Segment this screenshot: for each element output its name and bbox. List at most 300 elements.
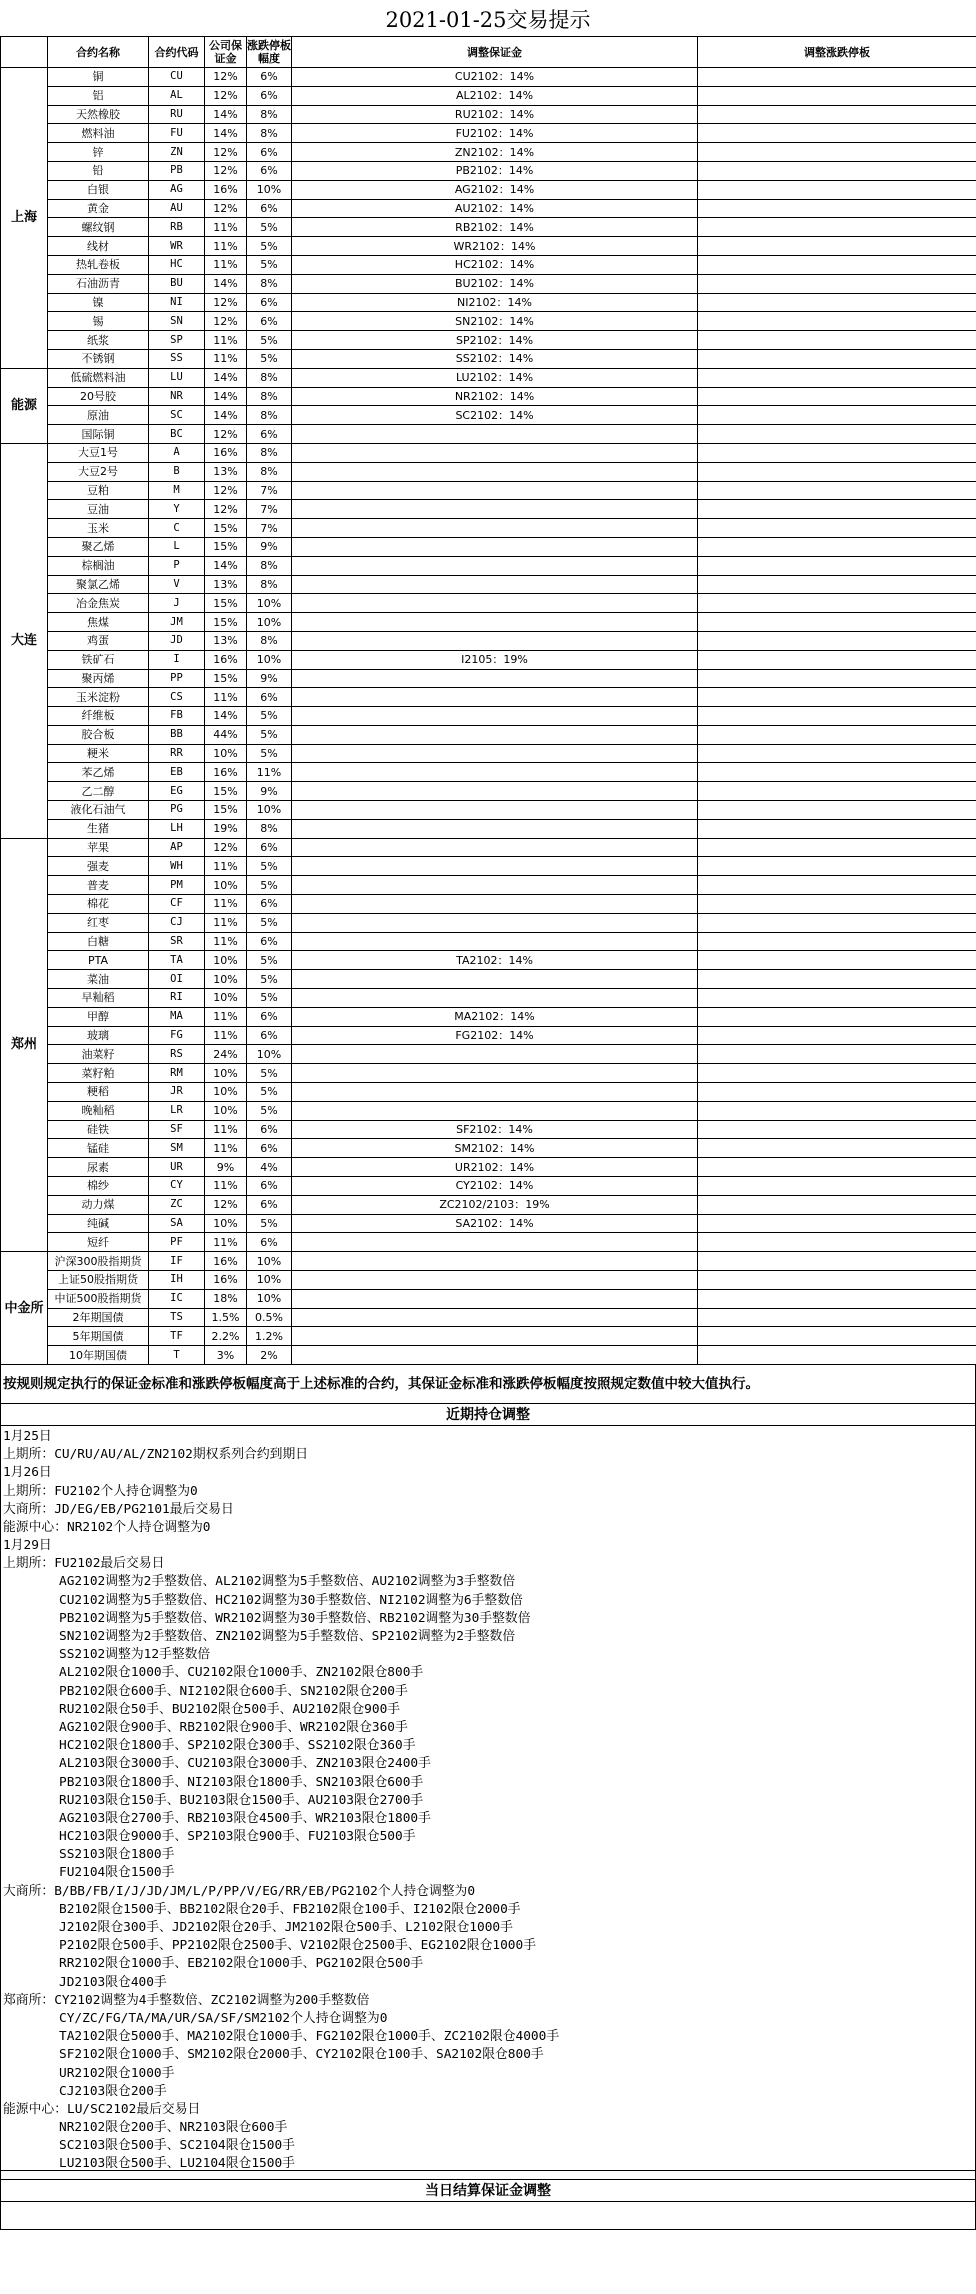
adjusted-margin-cell: UR2102：14%: [292, 1158, 698, 1177]
contract-code-cell: PB: [149, 161, 205, 180]
adjusted-margin-cell: [292, 1233, 698, 1252]
holding-line: P2102限仓500手、PP2102限仓2500手、V2102限仓2500手、EG2102限仓1000手: [59, 1938, 537, 1954]
rule-note: 按规则规定执行的保证金标准和涨跌停板幅度高于上述标准的合约，其保证金标准和涨跌停板幅度按照规定数值中较大值执行。: [0, 1365, 976, 1403]
adjusted-margin-cell: [292, 838, 698, 857]
adjusted-margin-cell: [292, 707, 698, 726]
contract-code-cell: RM: [149, 1064, 205, 1083]
adjusted-margin-cell: [292, 932, 698, 951]
table-row: [1, 331, 976, 350]
contract-code-cell: MA: [149, 1007, 205, 1026]
limit-range-cell: 5%: [247, 1064, 292, 1083]
adjusted-limit-cell: [698, 274, 976, 293]
adjusted-limit-cell: [698, 425, 976, 444]
limit-range-cell: 5%: [247, 725, 292, 744]
product-name-cell: 生猪: [48, 819, 149, 838]
adjusted-limit-cell: [698, 1177, 976, 1196]
adjusted-margin-cell: [292, 594, 698, 613]
adjusted-limit-cell: [698, 143, 976, 162]
adjusted-limit-cell: [698, 669, 976, 688]
table-row: [1, 744, 976, 763]
contract-code-cell: T: [149, 1346, 205, 1365]
adjusted-limit-cell: [698, 519, 976, 538]
company-margin-cell: 12%: [205, 481, 247, 500]
company-margin-cell: 10%: [205, 744, 247, 763]
company-margin-cell: 16%: [205, 1252, 247, 1271]
contract-code-cell: NR: [149, 387, 205, 406]
adjusted-margin-cell: RU2102：14%: [292, 105, 698, 124]
adjusted-margin-cell: SM2102：14%: [292, 1139, 698, 1158]
table-row: [1, 819, 976, 838]
adjusted-limit-cell: [698, 255, 976, 274]
table-row: [1, 237, 976, 256]
limit-range-cell: 6%: [247, 1233, 292, 1252]
company-margin-cell: 18%: [205, 1289, 247, 1308]
contract-code-cell: IC: [149, 1289, 205, 1308]
contract-code-cell: ZN: [149, 143, 205, 162]
adjusted-limit-cell: [698, 1289, 976, 1308]
company-margin-cell: 12%: [205, 425, 247, 444]
adjusted-limit-cell: [698, 500, 976, 519]
limit-range-cell: 5%: [247, 255, 292, 274]
limit-range-cell: 10%: [247, 650, 292, 669]
table-row: [1, 1026, 976, 1045]
table-row: [1, 1045, 976, 1064]
limit-range-cell: 2%: [247, 1346, 292, 1365]
limit-range-cell: 7%: [247, 519, 292, 538]
contract-code-cell: HC: [149, 255, 205, 274]
header-product: 合约名称: [48, 37, 149, 68]
company-margin-cell: 10%: [205, 989, 247, 1008]
product-name-cell: 白银: [48, 180, 149, 199]
contract-code-cell: PM: [149, 876, 205, 895]
adjusted-limit-cell: [698, 725, 976, 744]
table-row: [1, 105, 976, 124]
table-row: [1, 782, 976, 801]
adjusted-limit-cell: [698, 970, 976, 989]
contract-code-cell: RI: [149, 989, 205, 1008]
product-name-cell: 白糖: [48, 932, 149, 951]
holding-line: 大商所：B/BB/FB/I/J/JD/JM/L/P/PP/V/EG/RR/EB/PG2102个人持仓调整为0: [3, 1883, 476, 1899]
contract-code-cell: AG: [149, 180, 205, 199]
product-name-cell: 铅: [48, 161, 149, 180]
contract-code-cell: V: [149, 575, 205, 594]
holding-line: CU2102调整为5手整数倍、HC2102调整为30手整数倍、NI2102调整为6手整数倍: [59, 1592, 523, 1608]
contract-code-cell: CS: [149, 688, 205, 707]
table-row: [1, 932, 976, 951]
contract-code-cell: NI: [149, 293, 205, 312]
table-row: [1, 218, 976, 237]
table-row: [1, 1195, 976, 1214]
contract-code-cell: BU: [149, 274, 205, 293]
adjusted-margin-cell: [292, 725, 698, 744]
adjusted-limit-cell: [698, 744, 976, 763]
adjusted-margin-cell: SC2102：14%: [292, 406, 698, 425]
holding-line: B2102限仓1500手、BB2102限仓20手、FB2102限仓100手、I2102限仓2000手: [59, 1901, 521, 1917]
holding-line: RU2102限仓50手、BU2102限仓500手、AU2102限仓900手: [59, 1701, 401, 1717]
table-row: [1, 989, 976, 1008]
adjusted-limit-cell: [698, 462, 976, 481]
table-row: [1, 688, 976, 707]
exchange-cell: 上海: [1, 68, 48, 369]
contract-code-cell: TS: [149, 1308, 205, 1327]
adjusted-margin-cell: [292, 669, 698, 688]
adjusted-limit-cell: [698, 312, 976, 331]
limit-range-cell: 6%: [247, 1120, 292, 1139]
contract-code-cell: JM: [149, 613, 205, 632]
adjusted-limit-cell: [698, 594, 976, 613]
table-row: [1, 1064, 976, 1083]
company-margin-cell: 12%: [205, 1195, 247, 1214]
product-name-cell: 乙二醇: [48, 782, 149, 801]
adjusted-limit-cell: [698, 199, 976, 218]
holding-line: 郑商所：CY2102调整为4手整数倍、ZC2102调整为200手整数倍: [3, 1992, 370, 2008]
adjusted-limit-cell: [698, 707, 976, 726]
product-name-cell: 棉纱: [48, 1177, 149, 1196]
contract-code-cell: WR: [149, 237, 205, 256]
header-code: 合约代码: [149, 37, 205, 68]
product-name-cell: 冶金焦炭: [48, 594, 149, 613]
limit-range-cell: 5%: [247, 989, 292, 1008]
limit-range-cell: 5%: [247, 1214, 292, 1233]
product-name-cell: 锰硅: [48, 1139, 149, 1158]
adjusted-margin-cell: [292, 575, 698, 594]
product-name-cell: 动力煤: [48, 1195, 149, 1214]
holding-line: 1月29日: [3, 1538, 52, 1554]
adjusted-margin-cell: [292, 613, 698, 632]
company-margin-cell: 11%: [205, 1233, 247, 1252]
limit-range-cell: 4%: [247, 1158, 292, 1177]
adjusted-margin-cell: [292, 857, 698, 876]
table-row: [1, 970, 976, 989]
product-name-cell: 锡: [48, 312, 149, 331]
adjusted-limit-cell: [698, 631, 976, 650]
adjusted-margin-cell: AL2102：14%: [292, 86, 698, 105]
company-margin-cell: 10%: [205, 1101, 247, 1120]
adjusted-margin-cell: TA2102：14%: [292, 951, 698, 970]
holding-line: CY/ZC/FG/TA/MA/UR/SA/SF/SM2102个人持仓调整为0: [59, 2010, 388, 2026]
limit-range-cell: 5%: [247, 349, 292, 368]
table-row: [1, 857, 976, 876]
company-margin-cell: 11%: [205, 331, 247, 350]
company-margin-cell: 11%: [205, 349, 247, 368]
table-row: [1, 1158, 976, 1177]
product-name-cell: 原油: [48, 406, 149, 425]
limit-range-cell: 8%: [247, 124, 292, 143]
limit-range-cell: 8%: [247, 819, 292, 838]
product-name-cell: 上证50股指期货: [48, 1271, 149, 1290]
holding-line: 大商所：JD/EG/EB/PG2101最后交易日: [3, 1501, 234, 1517]
product-name-cell: 沪深300股指期货: [48, 1252, 149, 1271]
product-name-cell: 纤维板: [48, 707, 149, 726]
contract-code-cell: BB: [149, 725, 205, 744]
limit-range-cell: 8%: [247, 274, 292, 293]
product-name-cell: 5年期国债: [48, 1327, 149, 1346]
table-row: [1, 1346, 976, 1365]
limit-range-cell: 9%: [247, 537, 292, 556]
adjusted-margin-cell: ZN2102：14%: [292, 143, 698, 162]
limit-range-cell: 5%: [247, 744, 292, 763]
product-name-cell: 聚丙烯: [48, 669, 149, 688]
contract-code-cell: UR: [149, 1158, 205, 1177]
table-row: [1, 1252, 976, 1271]
adjusted-margin-cell: CY2102：14%: [292, 1177, 698, 1196]
adjusted-limit-cell: [698, 237, 976, 256]
contract-code-cell: LR: [149, 1101, 205, 1120]
contract-code-cell: PP: [149, 669, 205, 688]
contract-code-cell: SR: [149, 932, 205, 951]
adjusted-margin-cell: ZC2102/2103：19%: [292, 1195, 698, 1214]
company-margin-cell: 13%: [205, 462, 247, 481]
product-name-cell: 晚籼稻: [48, 1101, 149, 1120]
product-name-cell: 早籼稻: [48, 989, 149, 1008]
adjusted-margin-cell: SA2102：14%: [292, 1214, 698, 1233]
company-margin-cell: 12%: [205, 838, 247, 857]
product-name-cell: 不锈钢: [48, 349, 149, 368]
adjusted-margin-cell: [292, 782, 698, 801]
company-margin-cell: 12%: [205, 68, 247, 87]
company-margin-cell: 12%: [205, 86, 247, 105]
company-margin-cell: 14%: [205, 274, 247, 293]
limit-range-cell: 11%: [247, 763, 292, 782]
limit-range-cell: 6%: [247, 86, 292, 105]
table-header-row: [1, 37, 976, 68]
contract-code-cell: FG: [149, 1026, 205, 1045]
holding-line: AL2102限仓1000手、CU2102限仓1000手、ZN2102限仓800手: [59, 1665, 424, 1681]
adjusted-margin-cell: I2105：19%: [292, 650, 698, 669]
limit-range-cell: 8%: [247, 105, 292, 124]
limit-range-cell: 9%: [247, 782, 292, 801]
header-adj-limit: 调整涨跌停板: [698, 37, 976, 68]
contract-code-cell: B: [149, 462, 205, 481]
holding-line: TA2102限仓5000手、MA2102限仓1000手、FG2102限仓1000手、ZC2102限仓4000手: [59, 2029, 560, 2045]
adjusted-margin-cell: RB2102：14%: [292, 218, 698, 237]
table-row: [1, 631, 976, 650]
adjusted-margin-cell: SF2102：14%: [292, 1120, 698, 1139]
contract-code-cell: AL: [149, 86, 205, 105]
table-row: [1, 1233, 976, 1252]
adjusted-limit-cell: [698, 613, 976, 632]
adjusted-margin-cell: NR2102：14%: [292, 387, 698, 406]
contract-code-cell: FB: [149, 707, 205, 726]
table-row: [1, 180, 976, 199]
product-name-cell: PTA: [48, 951, 149, 970]
adjusted-margin-cell: AG2102：14%: [292, 180, 698, 199]
product-name-cell: 大豆1号: [48, 443, 149, 462]
product-name-cell: 国际铜: [48, 425, 149, 444]
limit-range-cell: 8%: [247, 631, 292, 650]
limit-range-cell: 5%: [247, 707, 292, 726]
table-row: [1, 1327, 976, 1346]
contract-code-cell: CF: [149, 895, 205, 914]
company-margin-cell: 15%: [205, 801, 247, 820]
company-margin-cell: 12%: [205, 143, 247, 162]
company-margin-cell: 11%: [205, 688, 247, 707]
contract-code-cell: CJ: [149, 913, 205, 932]
contract-code-cell: TA: [149, 951, 205, 970]
holding-line: JD2103限仓400手: [59, 1974, 167, 1990]
header-limit: 涨跌停板幅度: [247, 37, 292, 68]
adjusted-margin-cell: [292, 989, 698, 1008]
table-row: [1, 1214, 976, 1233]
adjusted-margin-cell: [292, 425, 698, 444]
holding-line: 1月26日: [3, 1465, 52, 1481]
product-name-cell: 20号胶: [48, 387, 149, 406]
holding-line: LU2103限仓500手、LU2104限仓1500手: [59, 2156, 295, 2171]
contract-code-cell: L: [149, 537, 205, 556]
adjusted-limit-cell: [698, 688, 976, 707]
company-margin-cell: 14%: [205, 406, 247, 425]
company-margin-cell: 12%: [205, 293, 247, 312]
adjusted-margin-cell: [292, 744, 698, 763]
company-margin-cell: 11%: [205, 218, 247, 237]
table-row: [1, 425, 976, 444]
adjusted-margin-cell: FU2102：14%: [292, 124, 698, 143]
limit-range-cell: 6%: [247, 895, 292, 914]
company-margin-cell: 16%: [205, 443, 247, 462]
adjusted-margin-cell: LU2102：14%: [292, 368, 698, 387]
company-margin-cell: 14%: [205, 387, 247, 406]
company-margin-cell: 14%: [205, 124, 247, 143]
product-name-cell: 燃料油: [48, 124, 149, 143]
table-row: [1, 199, 976, 218]
adjusted-margin-cell: [292, 1308, 698, 1327]
adjusted-margin-cell: [292, 1101, 698, 1120]
product-name-cell: 油菜籽: [48, 1045, 149, 1064]
holding-line: PB2103限仓1800手、NI2103限仓1800手、SN2103限仓600手: [59, 1774, 424, 1790]
limit-range-cell: 8%: [247, 406, 292, 425]
adjusted-limit-cell: [698, 1045, 976, 1064]
adjusted-limit-cell: [698, 293, 976, 312]
company-margin-cell: 11%: [205, 857, 247, 876]
limit-range-cell: 5%: [247, 857, 292, 876]
adjusted-margin-cell: WR2102：14%: [292, 237, 698, 256]
holding-line: FU2104限仓1500手: [59, 1865, 175, 1881]
table-row: [1, 763, 976, 782]
table-row: [1, 876, 976, 895]
limit-range-cell: 6%: [247, 425, 292, 444]
limit-range-cell: 5%: [247, 970, 292, 989]
company-margin-cell: 12%: [205, 161, 247, 180]
adjusted-limit-cell: [698, 1083, 976, 1102]
settlement-empty-row: [0, 2202, 976, 2230]
holding-line: PB2102调整为5手整数倍、WR2102调整为30手整数倍、RB2102调整为30手整数倍: [59, 1610, 531, 1626]
holding-line: PB2102限仓600手、NI2102限仓600手、SN2102限仓200手: [59, 1683, 408, 1699]
limit-range-cell: 10%: [247, 613, 292, 632]
table-row: [1, 1177, 976, 1196]
contract-code-cell: SP: [149, 331, 205, 350]
table-row: [1, 707, 976, 726]
product-name-cell: 螺纹钢: [48, 218, 149, 237]
table-row: [1, 312, 976, 331]
adjusted-margin-cell: SP2102：14%: [292, 331, 698, 350]
table-row: [1, 669, 976, 688]
company-margin-cell: 11%: [205, 1139, 247, 1158]
header-adj-margin: 调整保证金: [292, 37, 698, 68]
adjusted-limit-cell: [698, 368, 976, 387]
adjusted-margin-cell: [292, 1252, 698, 1271]
margin-table: [0, 36, 976, 1365]
table-row: [1, 86, 976, 105]
contract-code-cell: SA: [149, 1214, 205, 1233]
limit-range-cell: 5%: [247, 1083, 292, 1102]
limit-range-cell: 6%: [247, 199, 292, 218]
product-name-cell: 短纤: [48, 1233, 149, 1252]
company-margin-cell: 9%: [205, 1158, 247, 1177]
adjusted-limit-cell: [698, 537, 976, 556]
product-name-cell: 焦煤: [48, 613, 149, 632]
adjusted-limit-cell: [698, 1064, 976, 1083]
company-margin-cell: 15%: [205, 537, 247, 556]
company-margin-cell: 44%: [205, 725, 247, 744]
product-name-cell: 豆粕: [48, 481, 149, 500]
company-margin-cell: 15%: [205, 782, 247, 801]
table-row: [1, 801, 976, 820]
holding-line: RR2102限仓1000手、EB2102限仓1000手、PG2102限仓500手: [59, 1956, 424, 1972]
limit-range-cell: 5%: [247, 913, 292, 932]
adjusted-margin-cell: [292, 819, 698, 838]
holding-line: AL2103限仓3000手、CU2103限仓3000手、ZN2103限仓2400手: [59, 1756, 431, 1772]
table-row: [1, 575, 976, 594]
company-margin-cell: 16%: [205, 650, 247, 669]
holding-line: RU2103限仓150手、BU2103限仓1500手、AU2103限仓2700手: [59, 1792, 424, 1808]
product-name-cell: 苹果: [48, 838, 149, 857]
contract-code-cell: JD: [149, 631, 205, 650]
adjusted-limit-cell: [698, 932, 976, 951]
adjusted-limit-cell: [698, 1346, 976, 1365]
contract-code-cell: RU: [149, 105, 205, 124]
table-row: [1, 650, 976, 669]
limit-range-cell: 6%: [247, 143, 292, 162]
contract-code-cell: ZC: [149, 1195, 205, 1214]
adjusted-margin-cell: [292, 895, 698, 914]
table-row: [1, 1139, 976, 1158]
holding-line: 上期所：FU2102个人持仓调整为0: [3, 1483, 198, 1499]
company-margin-cell: 12%: [205, 500, 247, 519]
adjusted-margin-cell: [292, 519, 698, 538]
adjusted-margin-cell: [292, 1346, 698, 1365]
limit-range-cell: 6%: [247, 1139, 292, 1158]
contract-code-cell: TF: [149, 1327, 205, 1346]
table-row: [1, 68, 976, 87]
company-margin-cell: 16%: [205, 180, 247, 199]
spacer-row: [0, 2171, 976, 2179]
limit-range-cell: 10%: [247, 1045, 292, 1064]
company-margin-cell: 11%: [205, 255, 247, 274]
header-margin: 公司保证金: [205, 37, 247, 68]
company-margin-cell: 14%: [205, 368, 247, 387]
table-row: [1, 951, 976, 970]
table-row: [1, 161, 976, 180]
table-row: [1, 349, 976, 368]
table-row: [1, 274, 976, 293]
adjusted-limit-cell: [698, 161, 976, 180]
company-margin-cell: 12%: [205, 199, 247, 218]
adjusted-limit-cell: [698, 989, 976, 1008]
contract-code-cell: Y: [149, 500, 205, 519]
company-margin-cell: 11%: [205, 913, 247, 932]
table-row: [1, 594, 976, 613]
limit-range-cell: 6%: [247, 1177, 292, 1196]
limit-range-cell: 10%: [247, 801, 292, 820]
adjusted-margin-cell: [292, 1064, 698, 1083]
product-name-cell: 菜籽粕: [48, 1064, 149, 1083]
product-name-cell: 液化石油气: [48, 801, 149, 820]
limit-range-cell: 6%: [247, 293, 292, 312]
limit-range-cell: 0.5%: [247, 1308, 292, 1327]
contract-code-cell: SM: [149, 1139, 205, 1158]
header-exchange: [1, 37, 48, 68]
contract-code-cell: SC: [149, 406, 205, 425]
